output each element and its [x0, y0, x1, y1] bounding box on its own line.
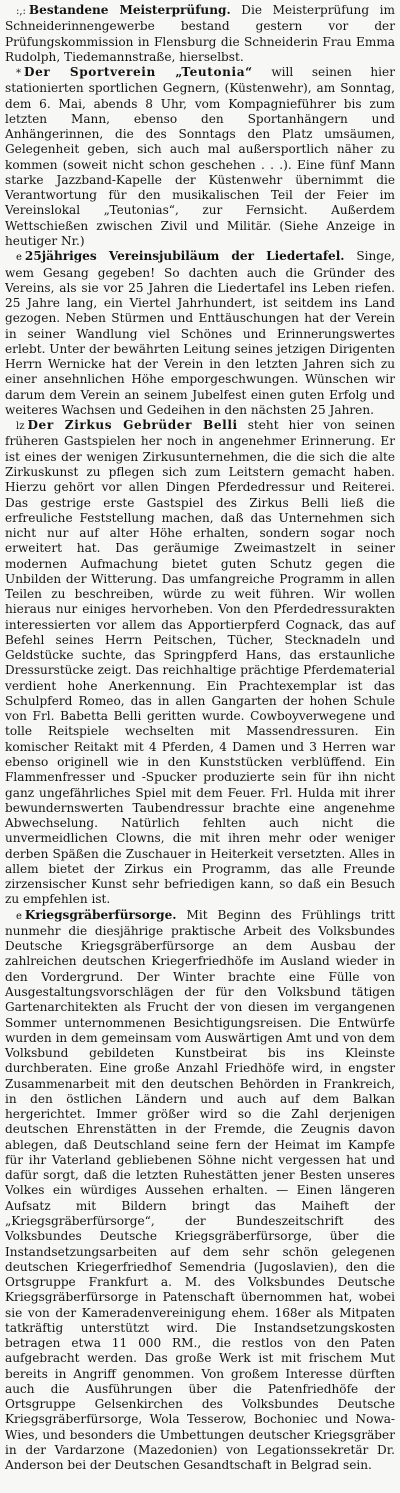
article-meisterpruefung [5, 3, 395, 65]
article-body: Die Meisterprüfung im Schneiderinnengewerbe bestand gestern vor der Prüfungskommission in Flensburg die Schneiderin Frau Emma Rudolph, Tiedemannstraße, hierselbst. [5, 3, 396, 64]
article-marker: * [16, 68, 21, 80]
article-body: steht hier von seinen früheren Gastspielen her noch in angenehmer Erinnerung. Er ist eines der wenigen Zirkusunternehmen, die die sich die alte Zirkuskunst zu pflegen sich zum Leitstern gemacht haben. Hierzu gehört vor allen Dingen Pferdedressur und Reiterei. Das gestrige erste Gastspiel des Zirkus Belli ließ die erfreuliche Feststellung machen, daß das Unternehmen sich nicht nur auf alter Höhe erhalten, sondern sogar noch erweitert hat. Das geräumige Zweimastzelt in seiner modernen Aufmachung bietet guten Schutz gegen die Unbilden der Witterung. Das umfangreiche Programm in allen Teilen zu beschreiben, würde zu weit führen. Wir wollen hieraus nur einiges hervorheben. Von den Pferdedressurakten interessierten vor allem das Apportierpferd Cognack, das auf Befehl seines Herrn Peitschen, Tücher, Stecknadeln und Geldstücke suchte, das Springpferd Hans, das erstaunliche Dressurstücke zeigt. Das reichhaltige prächtige Pferdematerial verdient hohe Anerkennung. Ein Prachtexemplar ist das Schulpferd Romeo, das in allen Gangarten der hohen Schule von Frl. Babetta Belli geritten wurde. Cowboyverwegene und tolle Reitspiele wechselten mit Massendressuren. Ein komischer Reitakt mit 4 Pferden, 4 Damen und 3 Herren war ebenso originell wie in den Kunststücken verblüffend. Ein Flammenfresser und -Spucker produzierte sein für ihn nicht ganz ungefährliches Spiel mit dem Feuer. Frl. Hulda mit ihrer bewundernswerten Taubendressur brachte eine angenehme Abwechselung. Natürlich fehlten auch nicht die unvermeidlichen Clowns, die mit ihren mehr oder weniger derben Späßen die Zuschauer in Heiterkeit versetzten. Alles in allem bietet der Zirkus ein Programm, das alle Freunde zirzensischer Kunst sehr befriedigen kann, so daß ein Besuch zu empfehlen ist. [5, 418, 395, 907]
article-headline: Der Zirkus Gebrüder Belli [27, 418, 238, 433]
article-headline: Bestandene Meisterprüfung. [28, 3, 231, 17]
article-zirkus-belli [5, 418, 395, 908]
article-body: Singe, wem Gesang gegeben! So dachten auch die Gründer des Vereins, als sie vor 25 Jahren die Liedertafel ins Leben riefen. 25 Jahre lang, ein Viertel Jahrhundert, ist seitdem ins Land gezogen. Neben Stürmen und Enttäuschungen hat der Verein in seiner Wandlung viel Schönes und Erinnerungswertes erlebt. Unter der bewährten Leitung seines jetzigen Dirigenten Herrn Wernicke hat der Verein in den letzten Jahren sich zu einer ansehnlichen Höhe emporgeschwungen. Wünschen wir darum dem Verein an seinem Jubelfest einen guten Erfolg und weiteres Wachsen und Gedeihen in den nächsten 25 Jahren. [5, 249, 395, 417]
article-paragraph [5, 418, 395, 908]
article-headline: Kriegsgräberfürsorge. [24, 907, 177, 922]
article-kriegsgraeberfuersorge [5, 908, 395, 1474]
article-paragraph [5, 908, 395, 1474]
article-paragraph [5, 3, 395, 65]
article-marker: e [16, 910, 22, 922]
article-body: will seinen hier stationierten sportlichen Gegnern, (Küstenwehr), am Sonntag, dem 6. Mai, abends 8 Uhr, vom Kompagnieführer bis zum letzten Mann, ebenso den Sportanhängern und Anhängerinnen, die des Sonntags den Platz umsäumen, Gelegenheit geben, sich auch mal außersportlich näher zu kommen (soweit nicht schon geschehen . . .). Eine fünf Mann starke Jazzband-Kapelle der Küstenwehr übernimmt die Verantwortung für den musikalischen Teil der Feier im Vereinslokal „Teutonias“, zur Fernsicht. Außerdem Wettschießen zwischen Zivil und Militär. (Siehe Anzeige in heutiger Nr.) [5, 65, 395, 248]
article-paragraph [5, 249, 395, 418]
article-headline: 25jähriges Vereinsjubiläum der Liedertafel. [24, 249, 345, 264]
article-marker: e [16, 252, 22, 264]
article-body: Mit Beginn des Frühlings tritt nunmehr die diesjährige praktische Arbeit des Volksbundes Deutsche Kriegsgräberfürsorge an dem Ausbau der zahlreichen deutschen Kriegerfriedhöfe im Ausland wieder in den Vordergrund. Der Winter brachte eine Fülle von Ausgestaltungsvorschlägen der für den Volksbund tätigen Gartenarchitekten als Frucht der von diesen im vergangenen Sommer unternommenen Besichtigungsreisen. Die Entwürfe wurden in dem gemeinsam vom Auswärtigen Amt und von dem Volksbund gebildeten Kunstbeirat bis ins Kleinste durchberaten. Eine große Anzahl Friedhöfe wird, in engster Zusammenarbeit mit den deutschen Behörden in Frankreich, in den östlichen Ländern und auch auf dem Balkan hergerichtet. Immer größer wird so die Zahl derjenigen deutschen Ehrenstätten in der Fremde, die Zeugnis davon ablegen, daß Deutschland seine fern der Heimat im Kampfe für ihr Vaterland gebliebenen Söhne nicht vergessen hat und dafür sorgt, daß die letzten Ruhestätten jener Besten unseres Volkes ein würdiges Aussehen erhalten. — Einen längeren Aufsatz mit Bildern bringt das Maiheft der „Kriegsgräberfürsorge“, der Bundeszeitschrift des Volksbundes Deutsche Kriegsgräberfürsorge, über die Instandsetzungsarbeiten auf dem sehr schön gelegenen deutschen Kriegerfriedhof Semendria (Jugoslavien), den die Ortsgruppe Frankfurt a. M. des Volksbundes Deutsche Kriegsgräberfürsorge in Patenschaft übernommen hat, wobei sie von der Kameradenvereinigung ehem. 168er als Mitpaten tatkräftig unterstützt wird. Die Instandsetzungskosten betragen etwa 11 000 RM., die restlos von den Paten aufgebracht werden. Das große Werk ist mit frischem Mut bereits in Angriff genommen. Von großem Interesse dürften auch die Ausführungen über die Patenfriedhöfe der Ortsgruppe Gelsenkirchen des Volksbundes Deutsche Kriegsgräberfürsorge, Wola Tesserow, Bochoniec und Nowa-Wies, und besonders die Umbettungen deutscher Kriegsgräber in der Vardarzone (Mazedonien) von Legationssekretär Dr. Anderson bei der Deutschen Gesandtschaft in Belgrad sein. [5, 907, 395, 1473]
article-marker: lz [16, 421, 25, 433]
article-paragraph [5, 65, 395, 249]
article-liedertafel-jubilaeum [5, 249, 395, 418]
article-headline: Der Sportverein „Teutonia“ [24, 65, 253, 80]
article-sportverein-teutonia [5, 65, 395, 249]
article-marker: :,: [16, 6, 26, 17]
